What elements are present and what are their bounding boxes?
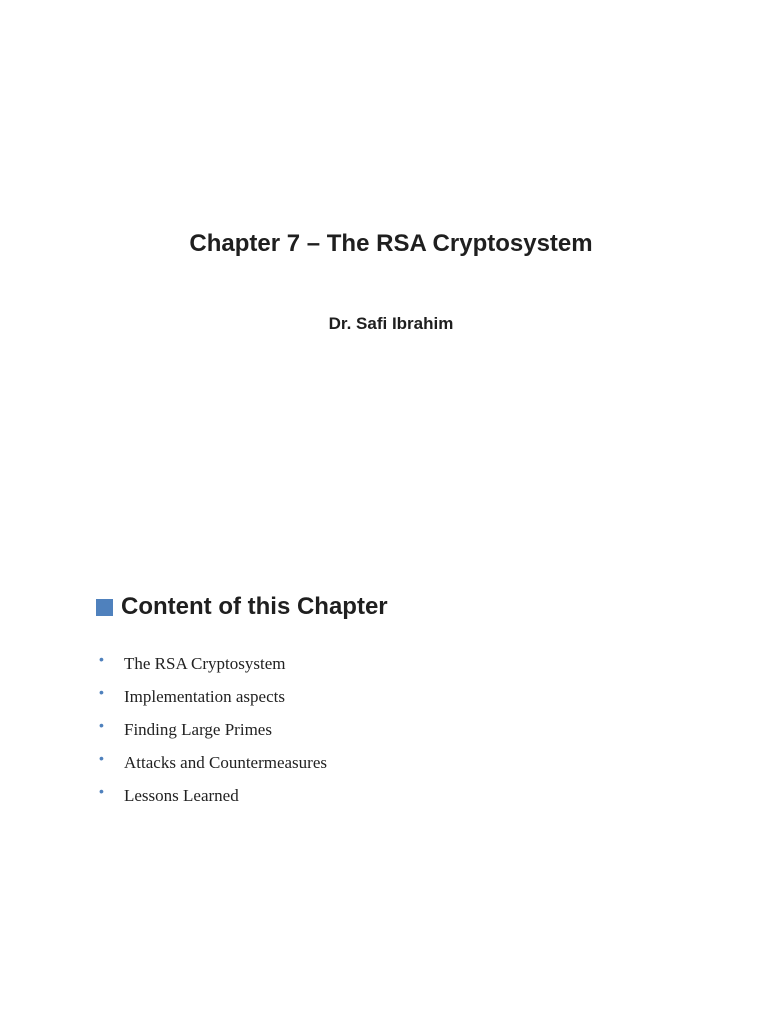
chapter-title: Chapter 7 – The RSA Cryptosystem xyxy=(189,230,593,257)
bullet-icon: • xyxy=(99,750,104,766)
bullet-icon: • xyxy=(99,684,104,700)
bullet-icon: • xyxy=(99,783,104,799)
content-section xyxy=(96,590,716,805)
author-name: Dr. Safi Ibrahim xyxy=(328,314,454,333)
bullet-icon: • xyxy=(99,651,104,667)
section-heading-text: Content of this Chapter xyxy=(121,593,388,620)
bullet-icon: • xyxy=(99,717,104,733)
square-bullet-icon xyxy=(96,599,113,616)
list-item-text: Lessons Learned xyxy=(124,786,239,805)
list-item-text: Finding Large Primes xyxy=(124,720,272,739)
section-heading xyxy=(96,590,716,624)
list-item-text: Attacks and Countermeasures xyxy=(124,753,327,772)
list-item-text: The RSA Cryptosystem xyxy=(124,654,286,673)
list-item-text: Implementation aspects xyxy=(124,687,285,706)
